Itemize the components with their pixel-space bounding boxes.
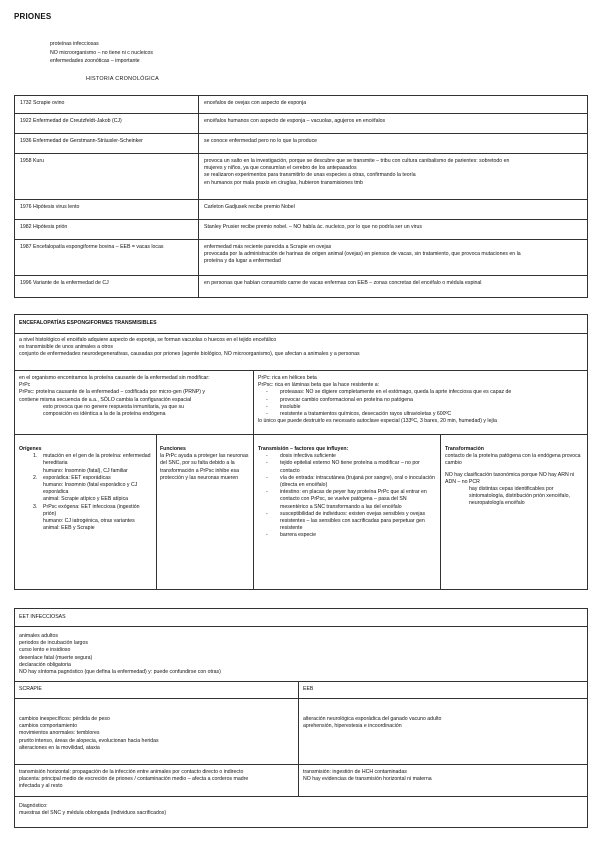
origins-title: Orígenes: [19, 446, 42, 452]
line: contiene misma secuencia de a.a., SÓLO cambia la configuración espacial: [19, 396, 192, 403]
line: muestras del SNC y médula oblongada (individuos sacrificados): [19, 810, 167, 817]
intro-line: enfermedades zoonóticas – importante: [50, 58, 140, 64]
list-subitem: humano: CJ iatrogénica, otras variantes: [43, 518, 135, 525]
divider: [14, 626, 588, 627]
origins-col: [19, 446, 153, 532]
eeb-transmission: [303, 769, 583, 783]
desc-line: encefalos de ovejas con aspecto de esponja: [204, 100, 307, 106]
history-desc: [199, 96, 588, 114]
eeb-header: EEB: [303, 686, 314, 692]
divider: [14, 333, 588, 334]
transmission-title: Transmisión – factores que influyen:: [258, 446, 349, 452]
line: PrPc: [19, 382, 31, 389]
desc-line: encéfalos humanos con aspecto de esponja – vacuolas, agujeros en encéfalos: [204, 118, 386, 124]
history-desc: [199, 154, 588, 200]
list-subitem: humano: Insomnio (fatal), CJ familiar: [43, 467, 128, 474]
desc-line: Stanley Prusier recibe premio nobel. – NO había ác. nucleico, por lo que no podría ser un virus: [204, 224, 422, 230]
intro-list: [50, 40, 153, 66]
list-subitem: animal: Scrapie atípico y EEB atípica: [43, 496, 129, 503]
desc-line: provocada por la administración de harinas de origen animal (ovejas) en piensos de vacas, sin tratamiento, que provoca mutaciones en la: [204, 251, 521, 258]
eet-intro: [19, 337, 584, 359]
history-year: 1958 Kuru: [15, 154, 199, 200]
line: PrPc: rica en hélices beta: [258, 375, 317, 381]
line: NO hay evidencias de transmisión horizontal ni materna: [303, 776, 432, 783]
divider: [14, 681, 588, 682]
transformation-line: NO hay clasificación taxonómica porque NO hay ARN ni ADN – no PCR: [445, 471, 575, 485]
line: placenta: principal medio de excreción de priones / contaminación medio – afecta a corderos madre: [19, 776, 249, 783]
line: aprehensión, hiperestesia e incoordinación: [303, 723, 402, 730]
eet-right-col: [258, 375, 584, 425]
line: alteraciones en la movilidad, ataxia: [19, 744, 100, 751]
table-row: [15, 200, 588, 220]
scrapie-header: SCRAPIE: [19, 686, 42, 692]
list-item: - tejido epitelial externo NO tiene proteína a modificar – no por contacto: [258, 460, 436, 474]
history-year: 1976 Hipótesis virus lento: [15, 200, 199, 220]
divider: [14, 764, 588, 765]
table-row: [15, 154, 588, 200]
item-text: esporádica: EET esporádicas: [43, 474, 111, 481]
intro-line: NO microorganismo – no tiene ni c nucleicos: [50, 49, 153, 56]
line: infectada y al resto: [19, 783, 63, 790]
divider: [14, 698, 588, 699]
list-item: [19, 504, 153, 518]
line: cambios inespecíficos: pérdida de peso: [19, 716, 110, 722]
divider: [253, 370, 254, 434]
history-year: 1922 Enfermedad de Creutzfeldt-Jakob (CJ): [15, 114, 199, 134]
line: composición es idéntica a la de la proteína endógena: [43, 411, 166, 418]
list-item: - resistente a tratamientos químicos, desecación rayos ultravioletas y 600ºC: [258, 411, 584, 418]
history-desc: [199, 220, 588, 240]
line: PrPsc: rica en láminas beta que la hace resistente a:: [258, 382, 380, 389]
desc-line: se realizaron experimentos para transmitirlo de unas especies a otras, confirmando la teoría: [204, 172, 416, 179]
line: transmisión: ingestión de HCH contaminadas: [303, 769, 407, 775]
scrapie-symptoms: [19, 716, 294, 752]
history-year: 1987 Encefalopatía espongiforme bovina – EEB = vacas locas: [15, 240, 199, 276]
list-item: - barrera especie: [258, 532, 436, 539]
functions-title: Funciones: [160, 446, 186, 452]
table-row: [15, 134, 588, 154]
table-row: [15, 114, 588, 134]
bullet-list: [258, 453, 436, 539]
line: en el organismo encontramos la proteína causante de la enfermedad sin modificar:: [19, 375, 210, 381]
line: cambios comportamiento: [19, 723, 77, 730]
history-year: 1936 Enfermedad de Gerstmann-Sträusler-Scheinker: [15, 134, 199, 154]
transformation-line: contacto de la proteína patógena con la endógena provoca cambio: [445, 453, 581, 467]
line: curso lento e insidioso: [19, 647, 71, 654]
history-year: 1982 Hipótesis prión: [15, 220, 199, 240]
transmission-col: [258, 446, 436, 540]
eet-intro-line: es transmisible de unos animales a otros: [19, 344, 113, 351]
eet-left-col: [19, 375, 249, 418]
list-item: - vía de entrada: intracutánea (trujaná por sangre), oral o inoculación (directa en encéfalo): [258, 475, 436, 489]
desc-line: se conoce enfermedad pero no lo que la produce: [204, 138, 318, 144]
table-row: [15, 96, 588, 114]
transformation-line: hay distintas cepas identificables por sintomatología, distribución prión xencéfalo, neuropatología encéfalo: [469, 486, 570, 507]
item-text: mutación en el gen de la proteína: enfermedad hereditaria: [43, 453, 151, 467]
line: Diagnóstico:: [19, 803, 48, 809]
eet-title: ENCEFALOPATÍAS ESPONGIFORMES TRANSMISIBLES: [19, 320, 157, 326]
list-subitem: humano: Insomnio (fatal esporádico y CJ esporádica: [43, 482, 138, 496]
history-desc: [199, 276, 588, 298]
line: PrPsc: proteína causante de la enfermedad – codificada por micro-gen (PRNP) y: [19, 389, 205, 396]
transformation-col: [445, 446, 583, 508]
table-row: [15, 276, 588, 298]
line: lo único que puede destruirlo es necesario autoclave especial (133ºC, 3 bares, 20 min, humedad) y lejía: [258, 418, 497, 425]
desc-line: enfermedad más reciente parecida a Scrapie en ovejas: [204, 244, 332, 250]
desc-line: proteína y da lugar a enfermedad: [204, 258, 281, 265]
desc-line: mujeres y niños, ya que consumían el cerebro de los antepasados: [204, 165, 357, 172]
list-item: - susceptibilidad de individuos: existen ovejas sensibles y ovejas resistentes – las sensibles con sacrificadas para perpetuar gen resistente: [258, 511, 436, 533]
line: NO hay síntoma pagnóstico (que defina la enfermedad) y: puede confundirse con otras): [19, 669, 221, 676]
item-num: 1.: [33, 453, 38, 460]
history-desc: [199, 200, 588, 220]
line: esto provoca que no genere respuesta inmunitaria, ya que su: [43, 403, 185, 410]
bullet-list: [258, 389, 584, 418]
list-item: - insoluble: [258, 404, 584, 411]
history-desc: [199, 134, 588, 154]
item-text: PrPsc exógena: EET infecciosa (ingestión prión): [43, 503, 140, 517]
diagnosis: [19, 803, 579, 817]
item-num: 3.: [33, 503, 38, 510]
eeb-symptoms: [303, 716, 583, 730]
divider: [14, 434, 588, 435]
page-title: PRIONES: [14, 12, 52, 21]
desc-line: Carleton Gadjusek recibe premio Nobel: [204, 204, 295, 210]
list-item: [19, 475, 153, 482]
history-table: [14, 95, 588, 298]
desc-line: en personas que habían consumido carne de vacas enfermas con EEB – zonas concretas del encéfalo o médula espinal: [204, 280, 482, 286]
history-year: 1996 Variante de la enfermedad de CJ: [15, 276, 199, 298]
list-item: - dosis infectiva suficiente: [258, 453, 436, 460]
divider: [440, 434, 441, 590]
table-row: [15, 240, 588, 276]
history-desc: [199, 240, 588, 276]
intro-line: proteínas infecciosas: [50, 41, 99, 47]
list-item: - proteasas: NO se digiere completamente en el estómago, queda la aprte infecciosa que es capaz de: [258, 389, 584, 396]
line: movimientos anormales: temblores: [19, 730, 100, 737]
divider: [14, 796, 588, 797]
desc-line: provoca un salto en la investigación, porque se descubre que se transmite – tribu con cultura canibalismo de parientes: sobretodo en: [204, 158, 510, 164]
history-heading: HISTORIA CRONOLÓGICA: [86, 76, 159, 82]
line: animales adultos: [19, 633, 58, 639]
list-subitem: animal: EEB y Scrapie: [43, 525, 95, 532]
line: periodos de incubación largos: [19, 640, 88, 647]
line: prurito intenso, áreas de alopecia, evolucionan hacia heridas: [19, 737, 159, 744]
list-item: - intestino: en placas de peyer hay proteína PrPc que al entrar en contacto con PrPsc, se vuelve patógena – pasa del SN mesentérico a SNC transformando a las del encéfalo: [258, 489, 436, 511]
divider: [253, 434, 254, 590]
functions-text: la PrPc ayuda a proteger las neuronas del SNC, por su falta debido a la transformación a PrPsc inhibe esa protección y las neuronas mueren: [160, 453, 249, 481]
eet-intro-line: a nivel histológico el encéfalo adquiere aspecto de esponja, se forman vacuolas o huecos en el tejido encefálico: [19, 337, 277, 343]
list-item: [19, 453, 153, 467]
eet-intro-line: conjunto de enfermedades neurodegenerativas, causadas por priones (agente biológico, NO microorganismo), que afectan a animales y a personas: [19, 351, 360, 358]
divider: [14, 370, 588, 371]
history-desc: [199, 114, 588, 134]
transformation-title: Transformación: [445, 446, 484, 452]
table-row: [15, 220, 588, 240]
line: transmisión horizontal: propagación de la infección entre animales por contacto directo o indirecto: [19, 769, 244, 775]
line: alteración neurológica esporádica del ganado vacuno adulto: [303, 716, 442, 722]
desc-line: en humanos por mala praxis en cirugías, hubieron transmisiones tmb: [204, 179, 363, 186]
line: desenlace fatal (muerte segura): [19, 654, 93, 661]
history-year: 1732 Scrapie ovino: [15, 96, 199, 114]
functions-col: [160, 446, 250, 482]
divider: [156, 434, 157, 590]
scrapie-transmission: [19, 769, 294, 791]
eet-inf-intro: [19, 633, 579, 676]
eet-inf-title: EET INFECCIOSAS: [19, 614, 66, 620]
line: declaración obligatoria: [19, 661, 71, 668]
item-num: 2.: [33, 474, 38, 481]
origins-list: [19, 453, 153, 532]
list-item: - provocar cambio conformacional en proteína no patógena: [258, 397, 584, 404]
